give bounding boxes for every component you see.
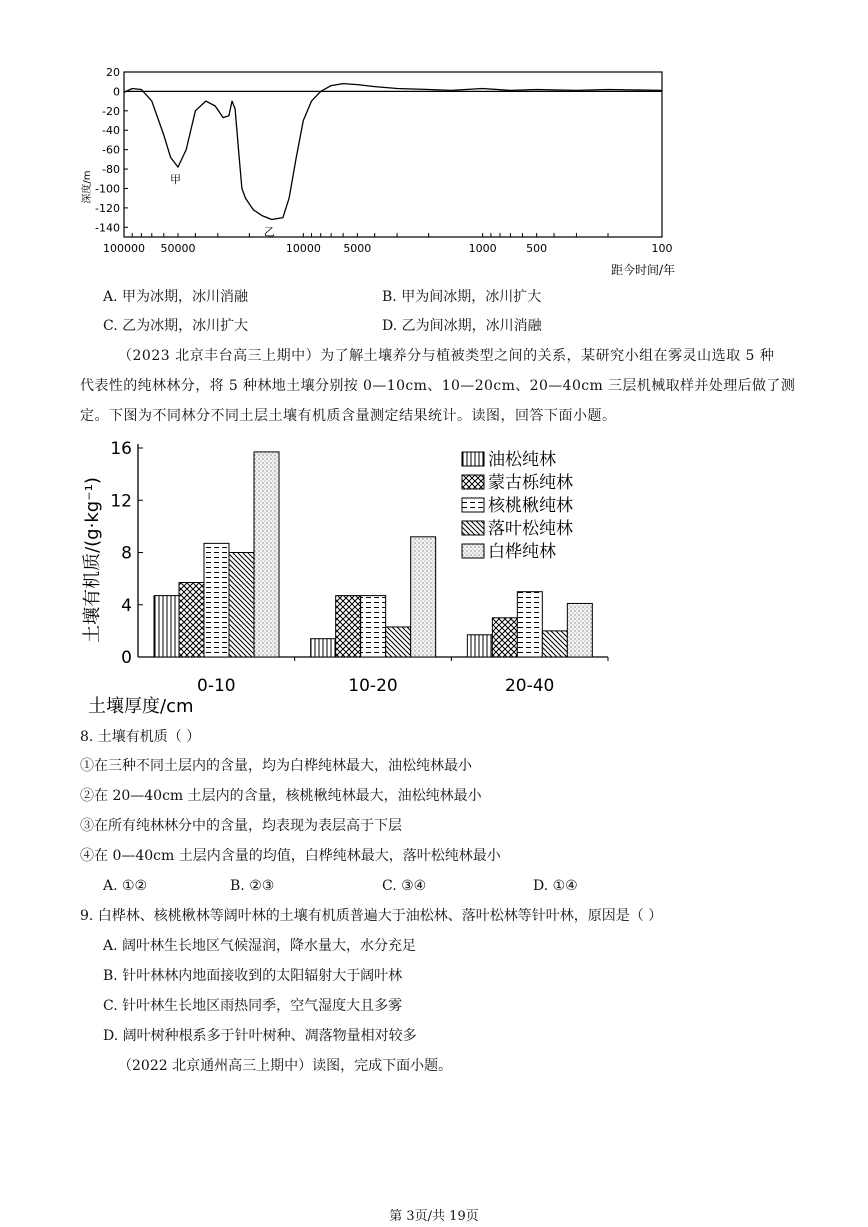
sea-level-depth-chart [70, 62, 680, 282]
legend-label-1: 油松纯林 [488, 450, 556, 470]
bar-3-2 [361, 596, 386, 657]
y-tick-label: -20 [102, 104, 120, 118]
q9-option-a: A. 阔叶林生长地区气候湿润，降水量大，水分充足 [103, 938, 417, 954]
legend-label-3: 核桃楸纯林 [488, 496, 573, 516]
legend-label-2: 蒙古栎纯林 [488, 473, 573, 493]
q7-option-a: A. 甲为冰期，冰川消融 [103, 289, 249, 305]
x-tick-label: 100 [651, 242, 673, 255]
soil-organic-matter-chart [70, 430, 630, 720]
bar-4-2 [386, 627, 411, 657]
legend-swatch-2 [462, 475, 484, 489]
x-tick-label: 20-40 [504, 676, 555, 696]
x-tick-label: 10000 [285, 242, 321, 255]
bar-4-3 [542, 631, 567, 657]
legend-label-4: 落叶松纯林 [488, 519, 573, 539]
x-tick-label: 500 [526, 242, 548, 255]
bar-5-3 [567, 603, 592, 657]
q9-option-c: C. 针叶林生长地区雨热同季，空气湿度大且多雾 [103, 998, 403, 1014]
y-tick-label: 20 [106, 66, 120, 79]
plot-frame [124, 72, 662, 237]
legend-swatch-4 [462, 521, 484, 535]
y-tick-label: -100 [95, 182, 120, 196]
y-tick-label: 8 [121, 543, 132, 564]
q8-option-d: D. ①④ [533, 878, 578, 894]
y-tick-label: -40 [102, 124, 120, 138]
x-axis-label: 土壤厚度/cm [88, 696, 194, 717]
q8-stem: 8. 土壤有机质（ ） [80, 729, 201, 745]
x-tick-label: 50000 [160, 242, 196, 255]
next-section-intro: （2022 北京通州高三上期中）读图，完成下面小题。 [118, 1058, 453, 1074]
y-tick-label: 4 [121, 595, 132, 616]
q9-stem: 9. 白桦林、核桃楸林等阔叶林的土壤有机质普遍大于油松林、落叶松林等针叶林，原因是（ ） [80, 908, 663, 924]
bar-2-2 [336, 596, 361, 657]
bar-2-1 [179, 583, 204, 657]
y-tick-label: 0 [113, 85, 120, 99]
q8-option-b: B. ②③ [230, 878, 275, 894]
annotation-2: 乙 [263, 225, 275, 239]
legend-label-5: 白桦纯林 [488, 542, 556, 562]
y-tick-label: -140 [95, 221, 120, 235]
y-tick-label: -60 [102, 143, 120, 157]
y-tick-label: 12 [110, 491, 132, 512]
q9-option-b: B. 针叶林林内地面接收到的太阳辐射大于阔叶林 [103, 968, 403, 984]
q8-option-c: C. ③④ [382, 878, 427, 894]
legend-swatch-1 [462, 452, 484, 466]
intro-line-2: 代表性的纯林林分，将 5 种林地土壤分别按 0—10cm、10—20cm、20—40cm 三层机械取样并处理后做了测 [80, 378, 796, 394]
bar-1-1 [154, 596, 179, 657]
legend-swatch-3 [462, 498, 484, 512]
q8-statement-1: ①在三种不同土层内的含量，均为白桦纯林最大，油松纯林最小 [80, 758, 472, 774]
q7-option-b: B. 甲为间冰期，冰川扩大 [382, 289, 542, 305]
y-axis-label: 土壤有机质/(g·kg⁻¹) [82, 477, 103, 643]
q7-option-c: C. 乙为冰期，冰川扩大 [103, 318, 249, 334]
x-tick-label: 0-10 [197, 676, 236, 696]
q7-option-d: D. 乙为间冰期，冰川消融 [382, 318, 542, 334]
x-tick-label: 100000 [103, 242, 145, 255]
q8-statement-4: ④在 0—40cm 土层内含量的均值，白桦纯林最大，落叶松纯林最小 [80, 848, 501, 864]
bar-5-1 [254, 452, 279, 657]
q8-statement-3: ③在所有纯林林分中的含量，均表现为表层高于下层 [80, 818, 402, 834]
bar-4-1 [229, 553, 254, 658]
bar-1-2 [311, 639, 336, 657]
depth-series-line [124, 84, 662, 220]
bar-3-3 [517, 592, 542, 657]
y-tick-label: -80 [102, 163, 120, 177]
q8-option-a: A. ①② [103, 878, 148, 894]
q8-statement-2: ②在 20—40cm 土层内的含量，核桃楸纯林最大，油松纯林最小 [80, 788, 482, 804]
y-tick-label: 16 [110, 439, 132, 459]
q9-option-d: D. 阔叶树种根系多于针叶树种、凋落物量相对较多 [103, 1028, 417, 1044]
y-axis-label: 深度/m [82, 170, 93, 204]
page-footer: 第 3页/共 19页 [389, 1209, 479, 1224]
y-tick-label: 0 [121, 648, 132, 668]
bar-5-2 [411, 537, 436, 657]
x-tick-label: 10-20 [348, 676, 398, 696]
x-tick-label: 1000 [468, 242, 497, 255]
bar-1-3 [467, 635, 492, 657]
legend-swatch-5 [462, 544, 484, 558]
x-axis-label: 距今时间/年 [610, 263, 675, 277]
bar-2-3 [492, 618, 517, 657]
bar-3-1 [204, 543, 229, 657]
intro-line-1: （2023 北京丰台高三上期中）为了解土壤养分与植被类型之间的关系，某研究小组在雾灵山选取 5 种 [118, 348, 775, 364]
y-tick-label: -120 [95, 201, 120, 215]
intro-line-3: 定。下图为不同林分不同土层土壤有机质含量测定结果统计。读图，回答下面小题。 [80, 408, 617, 424]
x-tick-label: 5000 [343, 242, 372, 255]
annotation-1: 甲 [169, 173, 181, 187]
